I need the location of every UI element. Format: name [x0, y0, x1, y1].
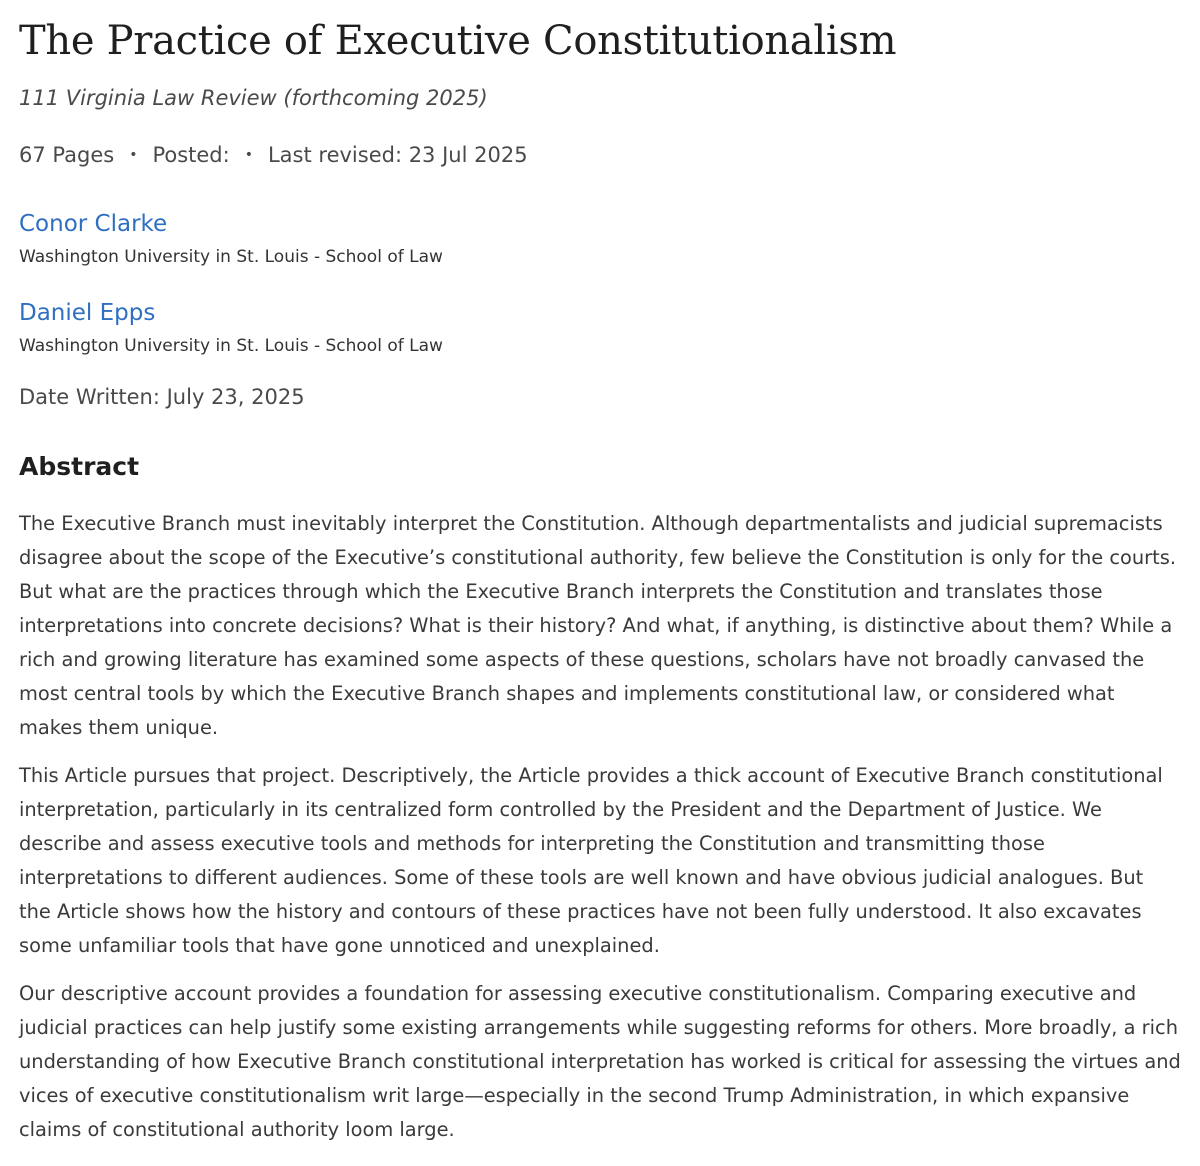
abstract-paragraph: Our descriptive account provides a foundation for assessing executive constitutionalism. Comparing executive and judicial practices can help justify some existing arrangements while suggesting reforms for others. More broadly, a rich understanding of how Executive Branch constitutional interpretation has worked is critical for assessing the virtues and vices of executive constitutionalism writ large—especially in the second Trump Administration, in which expansive claims of constitutional authority loom large.	[19, 982, 1181, 1141]
paper-title: The Practice of Executive Constitutionalism	[19, 18, 897, 64]
page-count: 67 Pages	[19, 143, 115, 167]
author-affiliation: Washington University in St. Louis - School of Law	[19, 247, 443, 267]
abstract-heading: Abstract	[19, 452, 140, 481]
journal-citation: 111 Virginia Law Review (forthcoming 2025)	[19, 86, 488, 110]
abstract-paragraph: The Executive Branch must inevitably interpret the Constitution. Although departmentalists and judicial supremacists disagree about the scope of the Executive’s constitutional authority, few believe the Constitution is only for the courts. But what are the practices through which the Executive Branch interprets the Constitution and translates those interpretations into concrete decisions? What is their history? And what, if anything, is distinctive about them? While a rich and growing literature has examined some aspects of these questions, scholars have not broadly canvased the most central tools by which the Executive Branch shapes and implements constitutional law, or considered what makes them unique.	[19, 512, 1176, 739]
abstract-body	[19, 507, 1181, 1161]
meta-separator: •	[244, 147, 253, 163]
author-block	[19, 300, 443, 356]
posted-date: Posted:	[152, 143, 230, 167]
paper-meta	[19, 143, 528, 167]
author-link-conor-clarke[interactable]: Conor Clarke	[19, 211, 168, 237]
last-revised-date: Last revised: 23 Jul 2025	[267, 143, 528, 167]
author-affiliation: Washington University in St. Louis - School of Law	[19, 336, 443, 356]
date-written: Date Written: July 23, 2025	[19, 385, 305, 409]
author-link-daniel-epps[interactable]: Daniel Epps	[19, 300, 156, 326]
abstract-paragraph: This Article pursues that project. Descriptively, the Article provides a thick account of Executive Branch constitutional interpretation, particularly in its centralized form controlled by the President and the Department of Justice. We describe and assess executive tools and methods for interpreting the Constitution and transmitting those interpretations to different audiences. Some of these tools are well known and have obvious judicial analogues. But the Article shows how the history and contours of these practices have not been fully understood. It also excavates some unfamiliar tools that have gone unnoticed and unexplained.	[19, 764, 1163, 957]
author-block	[19, 211, 443, 267]
meta-separator: •	[129, 147, 138, 163]
